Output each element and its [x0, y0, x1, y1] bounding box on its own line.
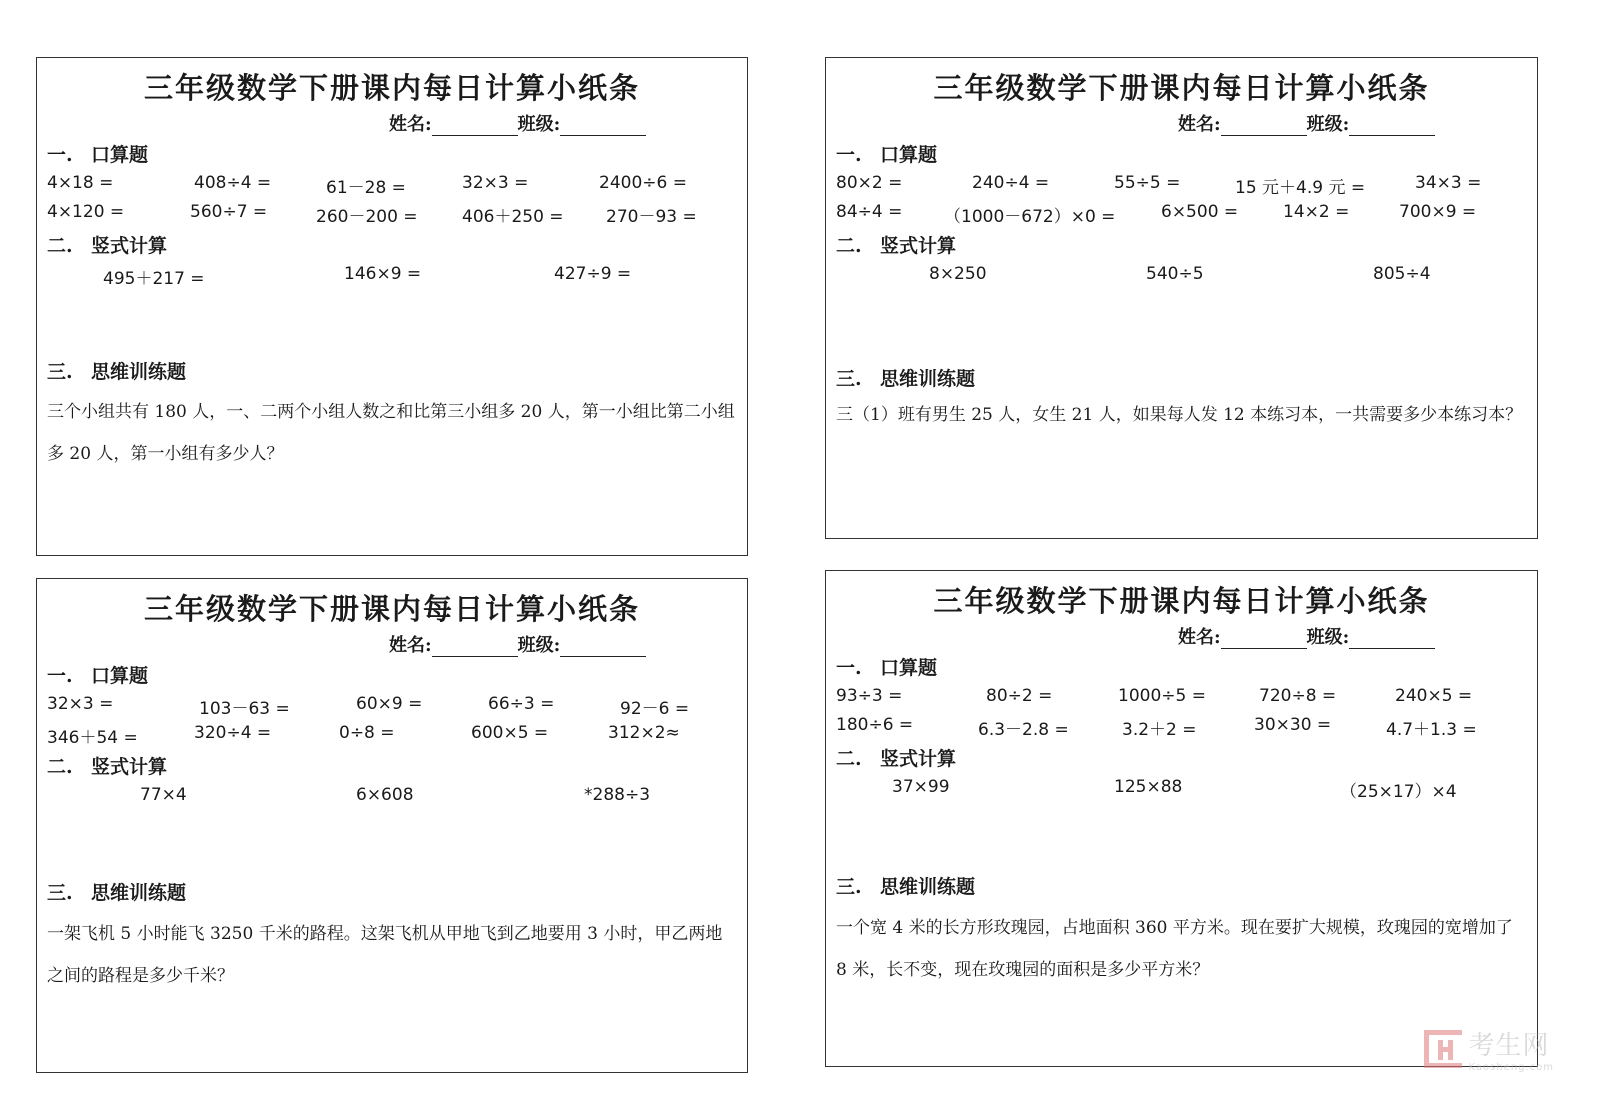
oral-item: 1000÷5 = [1118, 686, 1206, 706]
worksheet-card-3 [36, 578, 748, 1073]
worksheet-card-2 [825, 57, 1538, 539]
class-label: 班级: [1306, 114, 1350, 135]
oral-item: 32×3 = [462, 173, 529, 193]
section-label: 思维训练题 [91, 361, 187, 383]
section-thinking [836, 872, 975, 899]
section-number: 一. [47, 144, 73, 166]
name-class-line [389, 110, 646, 136]
section-oral [47, 661, 148, 688]
oral-item: 240÷4 = [972, 173, 1050, 193]
class-label: 班级: [517, 635, 561, 656]
oral-item: 4×18 = [47, 173, 114, 193]
section-number: 二. [836, 235, 862, 257]
problem-text: 三（1）班有男生 25 人，女生 21 人，如果每人发 12 本练习本，一共需要多少本练习本？ [836, 405, 1523, 425]
name-class-line [389, 631, 646, 657]
section-oral [47, 140, 148, 167]
watermark-text [1468, 1025, 1554, 1073]
oral-item: 720÷8 = [1259, 686, 1337, 706]
section-number: 一. [47, 665, 73, 687]
oral-item: 30×30 = [1254, 715, 1332, 735]
section-number: 二. [47, 756, 73, 778]
section-oral [836, 140, 937, 167]
vertical-item: *288÷3 [584, 785, 651, 805]
oral-item: 408÷4 = [194, 173, 272, 193]
vertical-item: 495＋217 = [103, 269, 205, 289]
name-blank [432, 638, 518, 657]
section-number: 二. [47, 235, 73, 257]
section-number: 三. [836, 876, 862, 898]
name-label: 姓名: [389, 114, 432, 135]
section-label: 思维训练题 [91, 882, 187, 904]
name-label: 姓名: [389, 635, 432, 656]
vertical-item: 37×99 [892, 777, 950, 797]
oral-item: 60×9 = [356, 694, 423, 714]
oral-item: 406＋250 = [462, 207, 564, 227]
section-vertical [47, 231, 167, 258]
card-title: 三年级数学下册课内每日计算小纸条 [933, 71, 1430, 105]
problem-text: 三个小组共有 180 人，一、二两个小组人数之和比第三小组多 20 人，第一小组比第二小组多 20 人，第一小组有多少人？ [47, 402, 735, 464]
oral-item: 600×5 = [471, 723, 549, 743]
vertical-item: 77×4 [140, 785, 187, 805]
class-label: 班级: [1306, 627, 1350, 648]
class-blank [560, 117, 646, 136]
problem-text: 一架飞机 5 小时能飞 3250 千米的路程。这架飞机从甲地飞到乙地要用 3 小时，甲乙两地之间的路程是多少千米？ [47, 924, 723, 986]
oral-item: 103－63 = [199, 699, 290, 719]
section-label: 思维训练题 [880, 368, 976, 390]
vertical-item: 805÷4 [1373, 264, 1431, 284]
section-label: 竖式计算 [880, 748, 957, 770]
vertical-item: （25×17）×4 [1340, 782, 1457, 802]
oral-item: 55÷5 = [1114, 173, 1181, 193]
vertical-item: 8×250 [929, 264, 987, 284]
section-number: 一. [836, 657, 862, 679]
oral-item: 84÷4 = [836, 202, 903, 222]
oral-item: 240×5 = [1395, 686, 1473, 706]
vertical-item: 540÷5 [1146, 264, 1204, 284]
card-title: 三年级数学下册课内每日计算小纸条 [933, 584, 1430, 618]
section-number: 三. [47, 882, 73, 904]
oral-item: 312×2≈ [608, 723, 680, 743]
oral-item: 0÷8 = [339, 723, 395, 743]
section-label: 竖式计算 [880, 235, 957, 257]
worksheet-card-1 [36, 57, 748, 556]
class-blank [1349, 630, 1435, 649]
class-blank [560, 638, 646, 657]
watermark [1424, 1025, 1554, 1073]
oral-item: 320÷4 = [194, 723, 272, 743]
section-number: 三. [836, 368, 862, 390]
section-label: 口算题 [91, 144, 149, 166]
oral-item: 270－93 = [606, 207, 697, 227]
oral-item: 4×120 = [47, 202, 125, 222]
section-oral [836, 653, 937, 680]
section-label: 口算题 [880, 657, 938, 679]
watermark-logo-icon [1424, 1030, 1462, 1068]
class-blank [1349, 117, 1435, 136]
watermark-name: 考生网 [1468, 1031, 1550, 1061]
section-number: 三. [47, 361, 73, 383]
oral-item: 346＋54 = [47, 728, 138, 748]
section-number: 一. [836, 144, 862, 166]
name-class-line [1178, 110, 1435, 136]
section-label: 思维训练题 [880, 876, 976, 898]
oral-item: 6×500 = [1161, 202, 1239, 222]
name-blank [432, 117, 518, 136]
vertical-item: 427÷9 = [554, 264, 632, 284]
oral-item: 93÷3 = [836, 686, 903, 706]
oral-item: 61－28 = [326, 178, 406, 198]
section-label: 口算题 [880, 144, 938, 166]
oral-item: 6.3－2.8 = [978, 720, 1069, 740]
section-vertical [836, 744, 956, 771]
section-number: 二. [836, 748, 862, 770]
worksheet-card-4 [825, 570, 1538, 1067]
section-thinking [836, 364, 975, 391]
problem-text: 一个宽 4 米的长方形玫瑰园，占地面积 360 平方米。现在要扩大规模，玫瑰园的宽增加了 8 米，长不变，现在玫瑰园的面积是多少平方米？ [836, 918, 1513, 980]
watermark-url: Kaosheng.com [1468, 1062, 1554, 1073]
name-class-line [1178, 623, 1435, 649]
name-label: 姓名: [1178, 114, 1221, 135]
oral-item: 66÷3 = [488, 694, 555, 714]
oral-item: 2400÷6 = [599, 173, 687, 193]
oral-item: （1000－672）×0 = [944, 207, 1116, 227]
name-blank [1221, 117, 1307, 136]
oral-item: 14×2 = [1283, 202, 1350, 222]
oral-item: 180÷6 = [836, 715, 914, 735]
oral-item: 700×9 = [1399, 202, 1477, 222]
oral-item: 560÷7 = [190, 202, 268, 222]
card-title: 三年级数学下册课内每日计算小纸条 [143, 592, 640, 626]
class-label: 班级: [517, 114, 561, 135]
oral-item: 260－200 = [316, 207, 418, 227]
oral-item: 80×2 = [836, 173, 903, 193]
vertical-item: 146×9 = [344, 264, 422, 284]
oral-item: 34×3 = [1415, 173, 1482, 193]
section-vertical [47, 752, 167, 779]
vertical-item: 125×88 [1114, 777, 1183, 797]
section-vertical [836, 231, 956, 258]
name-label: 姓名: [1178, 627, 1221, 648]
oral-item: 80÷2 = [986, 686, 1053, 706]
oral-item: 4.7＋1.3 = [1386, 720, 1477, 740]
vertical-item: 6×608 [356, 785, 414, 805]
card-title: 三年级数学下册课内每日计算小纸条 [143, 71, 640, 105]
oral-item: 3.2＋2 = [1122, 720, 1197, 740]
section-label: 竖式计算 [91, 235, 168, 257]
name-blank [1221, 630, 1307, 649]
oral-item: 32×3 = [47, 694, 114, 714]
oral-item: 15 元＋4.9 元 = [1235, 178, 1366, 198]
section-label: 口算题 [91, 665, 149, 687]
oral-item: 92－6 = [620, 699, 690, 719]
section-thinking [47, 878, 186, 905]
section-label: 竖式计算 [91, 756, 168, 778]
section-thinking [47, 357, 186, 384]
